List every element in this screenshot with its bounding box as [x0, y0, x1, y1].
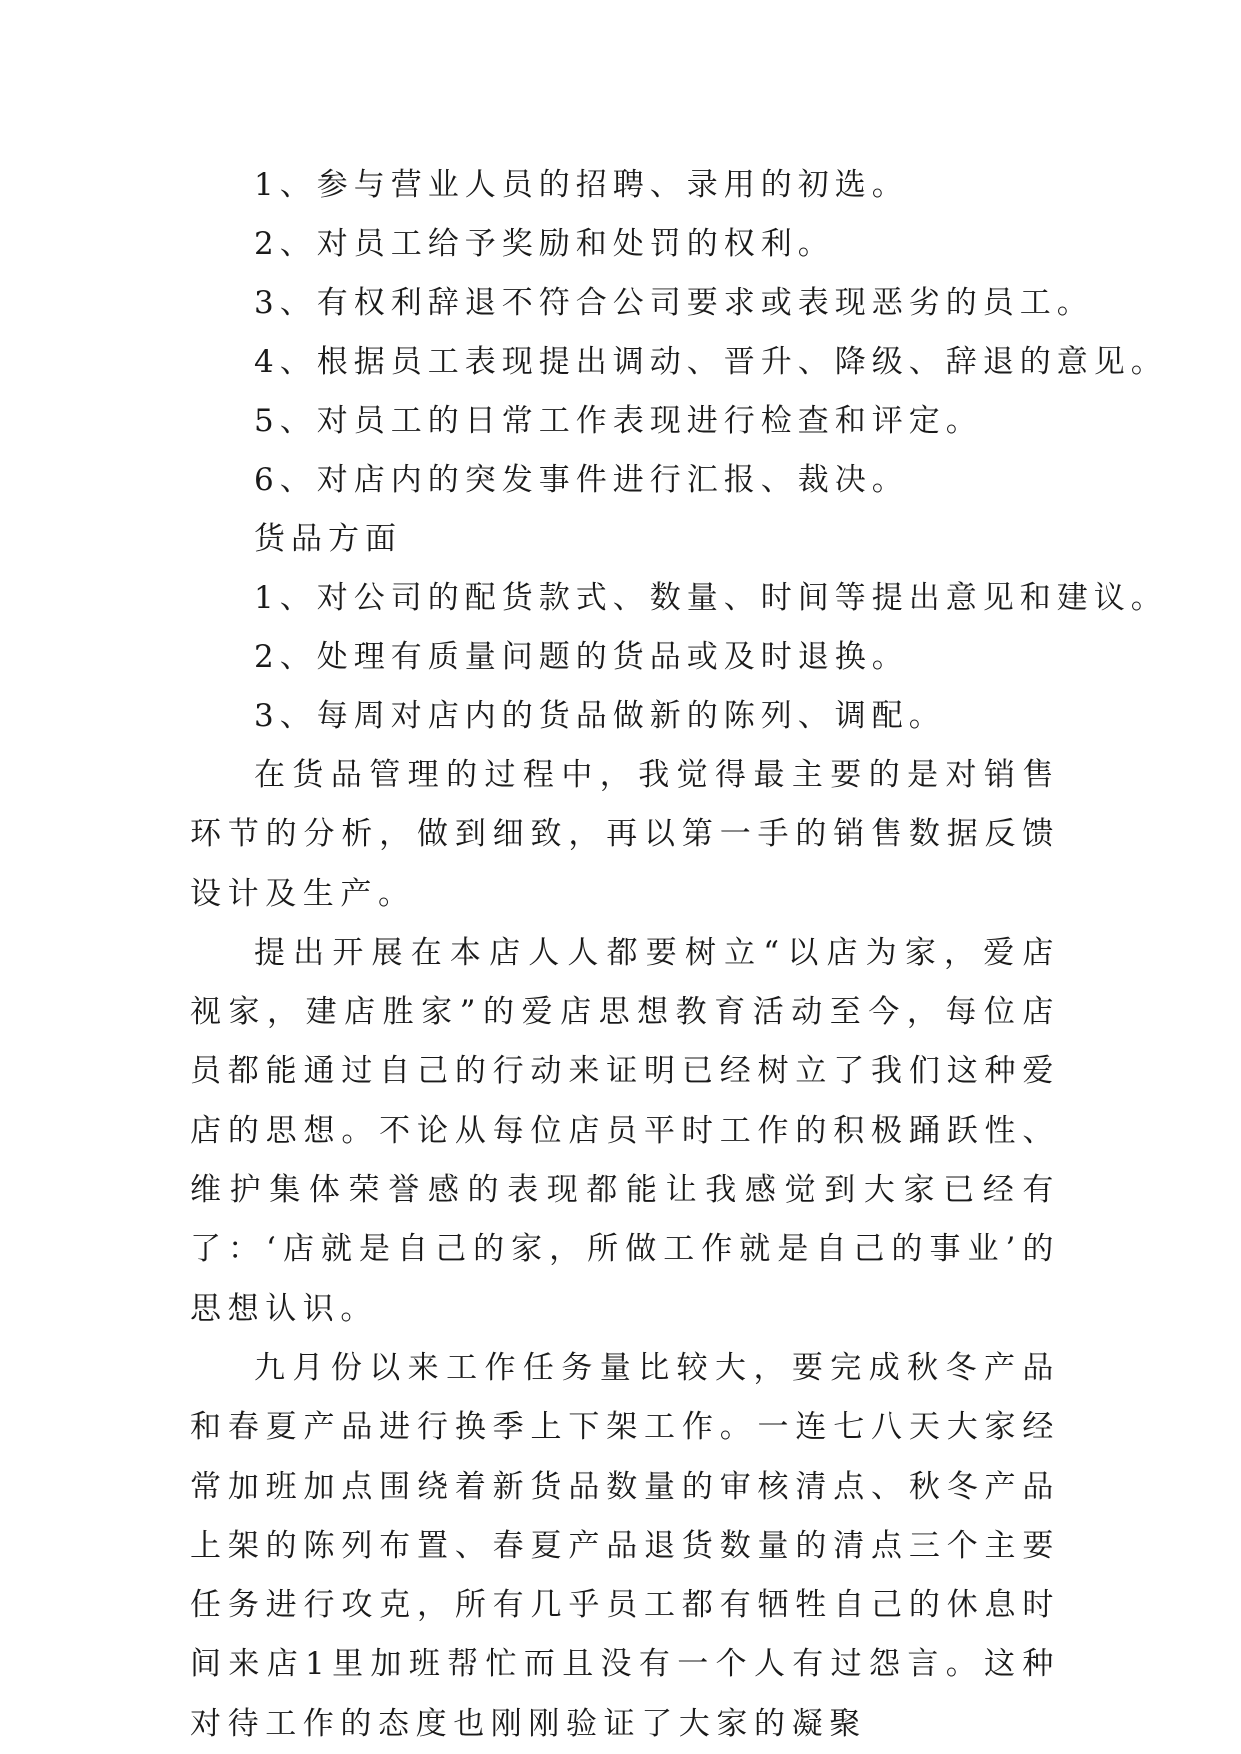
rights-list-item: 2、对员工给予奖励和处罚的权利。: [254, 226, 835, 262]
document-body: [190, 156, 1168, 1754]
rights-list-item: 6、对店内的突发事件进行汇报、裁决。: [254, 462, 909, 498]
rights-list-item: 5、对员工的日常工作表现进行检查和评定。: [254, 403, 983, 439]
goods-list-item: 1、对公司的配货款式、数量、时间等提出意见和建议。: [254, 580, 1168, 616]
paragraph-goods-analysis: 在货品管理的过程中，我觉得最主要的是对销售环节的分析，做到细致，再以第一手的销售数据反馈设计及生产。: [190, 757, 1060, 912]
paragraph-seasonal-work: 九月份以来工作任务量比较大，要完成秋冬产品和春夏产品进行换季上下架工作。一连七八天大家经常加班加点围绕着新货品数量的审核清点、秋冬产品上架的陈列布置、春夏产品退货数量的清点三个主要任务进行攻克，所有几乎员工都有牺牲自己的休息时间来店1里加班帮忙而且没有一个人有过怨言。这种对待工作的态度也刚刚验证了大家的凝聚: [190, 1349, 1060, 1742]
goods-list-item: 3、每周对店内的货品做新的陈列、调配。: [254, 698, 946, 734]
goods-list-item: 2、处理有质量问题的货品或及时退换。: [254, 639, 909, 675]
goods-section-heading: 货品方面: [254, 521, 402, 557]
rights-list-item: 4、根据员工表现提出调动、晋升、降级、辞退的意见。: [254, 344, 1168, 380]
rights-list-item: 1、参与营业人员的招聘、录用的初选。: [254, 167, 909, 203]
paragraph-store-spirit: 提出开展在本店人人都要树立“以店为家，爱店视家，建店胜家”的爱店思想教育活动至今，每位店员都能通过自己的行动来证明已经树立了我们这种爱店的思想。不论从每位店员平时工作的积极踊跃性、维护集体荣誉感的表现都能让我感觉到大家已经有了：‘店就是自己的家，所做工作就是自己的事业’的思想认识。: [190, 934, 1060, 1327]
rights-list-item: 3、有权利辞退不符合公司要求或表现恶劣的员工。: [254, 285, 1094, 321]
